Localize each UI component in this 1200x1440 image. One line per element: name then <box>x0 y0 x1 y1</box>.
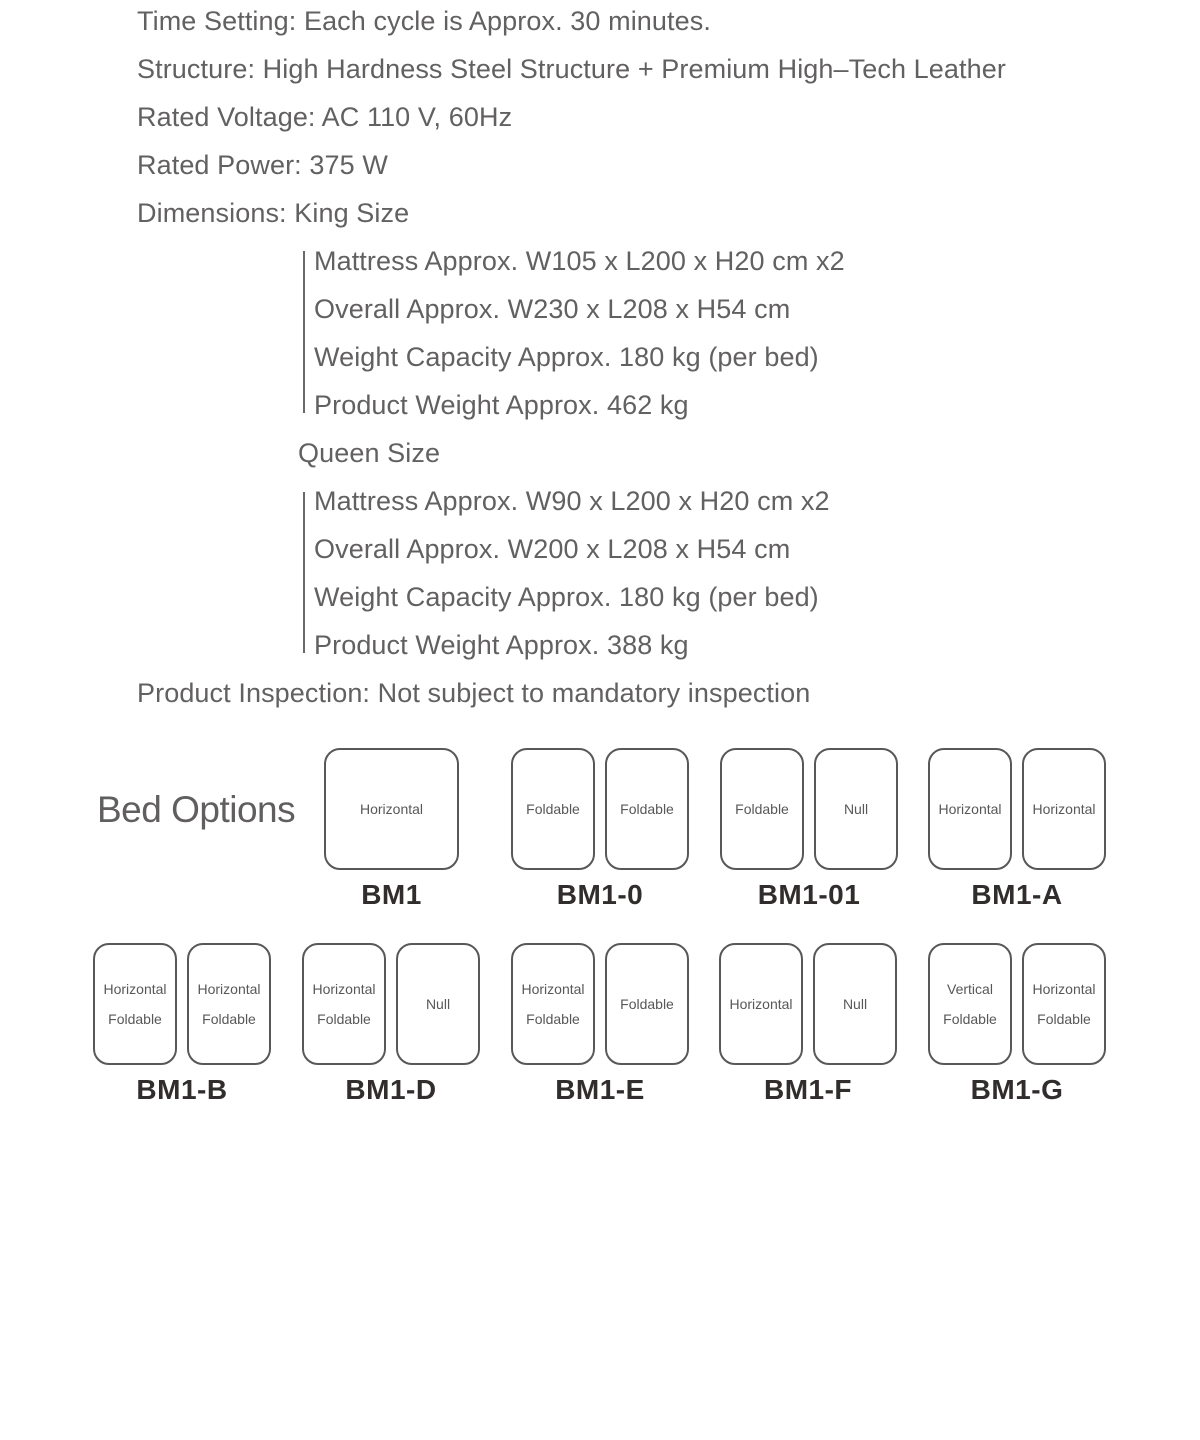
model-label: BM1-A <box>971 879 1063 910</box>
bed-config-label: Horizontal <box>197 981 261 997</box>
bed-diagram <box>324 748 459 870</box>
bed-diagram <box>187 943 271 1065</box>
bed-option-bm1-b <box>94 943 270 1104</box>
king-detail-rule <box>303 251 305 413</box>
bed-option-bm1-0 <box>512 748 688 909</box>
bed-config-label: Null <box>842 996 868 1012</box>
bed-config-label: Horizontal <box>729 996 793 1012</box>
bed-diagram-row <box>93 943 271 1065</box>
bed-option-bm1-e <box>512 943 688 1104</box>
bed-config-label: Foldable <box>526 801 580 817</box>
queen-detail-mattress: Mattress Approx. W90 x L200 x H20 cm x2 <box>314 486 830 516</box>
bed-option-bm1-d <box>303 943 479 1104</box>
king-detail-overall: Overall Approx. W230 x L208 x H54 cm <box>314 294 791 324</box>
spec-time-setting: Time Setting: Each cycle is Approx. 30 minutes. <box>137 6 711 36</box>
bed-diagram <box>1022 748 1106 870</box>
bed-diagram <box>302 943 386 1065</box>
spec-list <box>137 0 1157 717</box>
bed-config-label: Horizontal <box>1032 801 1096 817</box>
model-label: BM1-01 <box>757 879 861 910</box>
bed-options-title: Bed Options <box>97 789 296 830</box>
bed-diagram <box>605 943 689 1065</box>
spec-rated-voltage: Rated Voltage: AC 110 V, 60Hz <box>137 102 513 132</box>
bed-diagram <box>511 943 595 1065</box>
bed-diagram-row <box>324 748 459 870</box>
spec-inspection: Product Inspection: Not subject to mandatory inspection <box>137 678 811 708</box>
bed-diagram <box>396 943 480 1065</box>
bed-diagram-row <box>511 943 689 1065</box>
bed-diagram <box>1022 943 1106 1065</box>
king-detail-capacity: Weight Capacity Approx. 180 kg (per bed) <box>314 342 819 372</box>
bed-diagram <box>928 748 1012 870</box>
queen-detail-weight: Product Weight Approx. 388 kg <box>314 630 689 660</box>
bed-option-bm1-f <box>720 943 896 1104</box>
bed-config-label: Foldable <box>317 1011 371 1027</box>
king-detail-weight: Product Weight Approx. 462 kg <box>314 390 689 420</box>
bed-diagram <box>719 943 803 1065</box>
queen-size-label: Queen Size <box>298 438 441 468</box>
bed-config-label: Horizontal <box>521 981 585 997</box>
bed-diagram <box>928 943 1012 1065</box>
bed-diagram-row <box>302 943 480 1065</box>
bed-config-label: Null <box>425 996 451 1012</box>
bed-config-label: Horizontal <box>312 981 376 997</box>
bed-diagram <box>511 748 595 870</box>
model-label: BM1-E <box>555 1074 645 1105</box>
bed-diagram-row <box>928 943 1106 1065</box>
bed-diagram <box>605 748 689 870</box>
bed-option-bm1-g <box>929 943 1105 1104</box>
bed-config-label: Foldable <box>735 801 789 817</box>
bed-option-bm1 <box>324 748 459 909</box>
bed-config-label: Vertical <box>947 981 993 997</box>
queen-detail-overall: Overall Approx. W200 x L208 x H54 cm <box>314 534 791 564</box>
bed-option-bm1-01 <box>721 748 897 909</box>
bed-config-label: Null <box>843 801 869 817</box>
queen-detail-capacity: Weight Capacity Approx. 180 kg (per bed) <box>314 582 819 612</box>
queen-detail-rule <box>303 492 305 653</box>
model-label: BM1-G <box>970 1074 1064 1105</box>
bed-config-label: Horizontal <box>103 981 167 997</box>
model-label: BM1-B <box>136 1074 228 1105</box>
bed-config-label: Foldable <box>943 1011 997 1027</box>
bed-diagram <box>720 748 804 870</box>
model-label: BM1-D <box>345 1074 437 1105</box>
bed-diagram-row <box>720 748 898 870</box>
bed-config-label: Foldable <box>620 801 674 817</box>
bed-config-label: Foldable <box>108 1011 162 1027</box>
bed-config-label: Foldable <box>1037 1011 1091 1027</box>
bed-config-label: Horizontal <box>1032 981 1096 997</box>
bed-diagram <box>814 748 898 870</box>
bed-diagram-row <box>719 943 897 1065</box>
spec-structure: Structure: High Hardness Steel Structure + Premium High–Tech Leather <box>137 54 1006 84</box>
bed-diagram-row <box>511 748 689 870</box>
bed-config-label: Horizontal <box>359 801 424 817</box>
spec-dimensions-king: Dimensions: King Size <box>137 198 410 228</box>
bed-config-label: Foldable <box>202 1011 256 1027</box>
model-label: BM1 <box>361 879 422 910</box>
bed-diagram-row <box>928 748 1106 870</box>
king-detail-mattress: Mattress Approx. W105 x L200 x H20 cm x2 <box>314 246 845 276</box>
model-label: BM1-F <box>763 1074 853 1105</box>
bed-option-bm1-a <box>929 748 1105 909</box>
model-label: BM1-0 <box>556 879 644 910</box>
spec-rated-power: Rated Power: 375 W <box>137 150 388 180</box>
bed-config-label: Foldable <box>620 996 674 1012</box>
bed-config-label: Foldable <box>526 1011 580 1027</box>
bed-diagram <box>813 943 897 1065</box>
bed-config-label: Horizontal <box>938 801 1002 817</box>
bed-diagram <box>93 943 177 1065</box>
